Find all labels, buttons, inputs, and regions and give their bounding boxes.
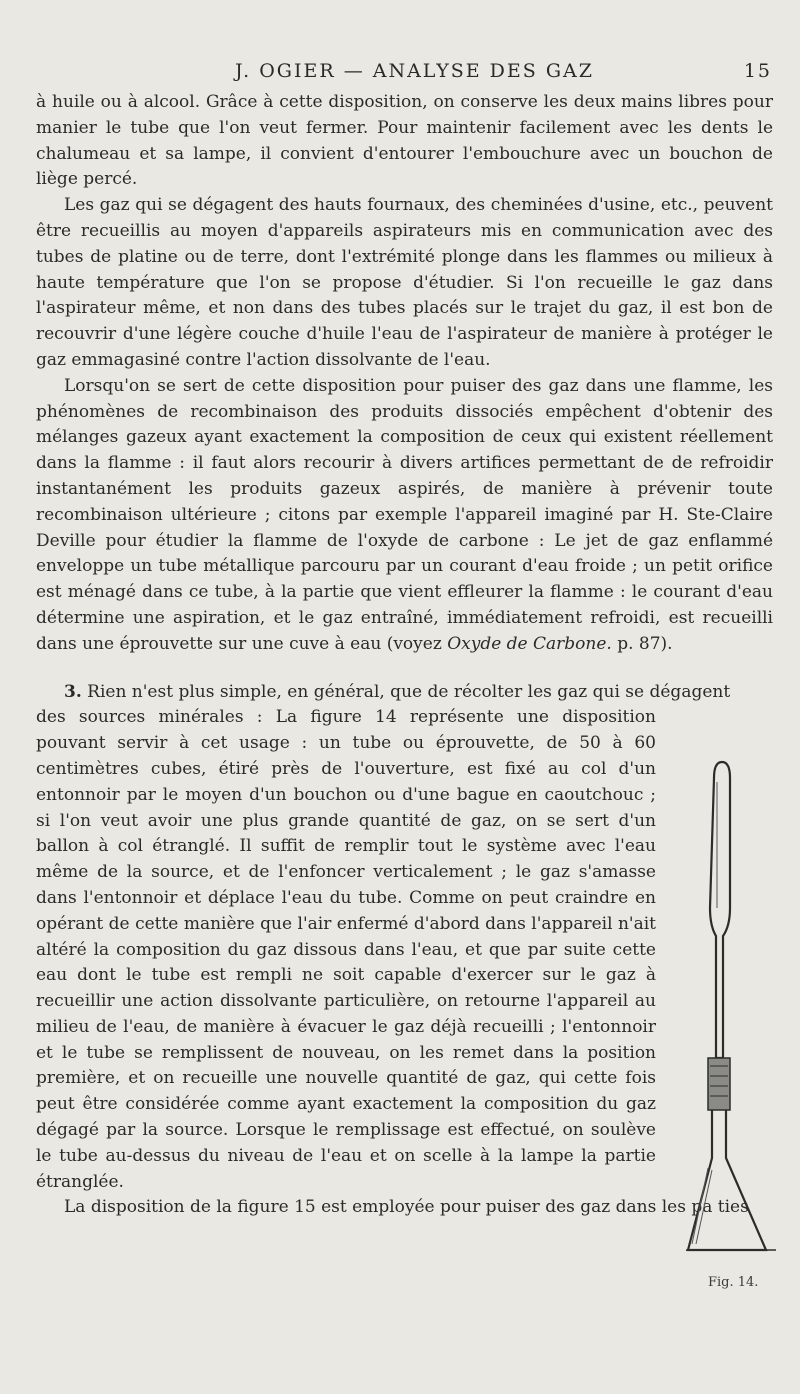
paragraph-4-first-line	[36, 680, 773, 706]
paragraph-5: La disposition de la figure 15 est employée pour puiser des gaz dans les pa ties	[64, 1197, 749, 1218]
paragraph-1: à huile ou à alcool. Grâce à cette disposition, on conserve les deux mains libres pour manier le tube que l'on veut fermer. Pour maintenir facilement avec les dents le chalumeau et sa lampe, il convient d'entourer l'embouchure avec un bouchon de liège percé.	[36, 92, 773, 190]
running-title: J. OGIER — ANALYSE DES GAZ	[235, 60, 594, 82]
paragraph-3-text: Lorsqu'on se sert de cette disposition pour puiser des gaz dans une flamme, les phénomènes de recombinaison des produits dissociés empêchent d'obtenir des mélanges gazeux ayant exactement la composition de ceux qui existent réellement dans la flamme : il faut alors recourir à divers artifices permettant de de refroidir instantanément les produits gazeux aspirés, de manière à prévenir toute recombinaison ultérieure ; citons par exemple l'appareil imaginé par H. Ste-Claire Deville pour étudier la flamme de l'oxyde de carbone : Le jet de gaz enflammé enveloppe un tube métallique parcouru par un courant d'eau froide ; un petit orifice est ménagé dans ce tube, à la partie que vient effleurer la flamme : le courant d'eau détermine une aspiration, et le gaz entraîné, immédiatement refroidi, est recueilli dans une éprouvette sur une cuve à eau (voyez	[36, 375, 773, 654]
section-number: 3.	[64, 681, 82, 702]
paragraph-4-first-text: Rien n'est plus simple, en général, que de récolter les gaz qui se dégagent	[81, 681, 731, 702]
running-head	[0, 60, 800, 88]
funnel-shading	[692, 1168, 712, 1244]
body-text	[36, 90, 773, 1221]
test-tube-outline	[710, 762, 730, 1058]
figure-14-illustration	[686, 758, 776, 1298]
gas-collection-apparatus-drawing	[686, 758, 776, 1273]
paragraph-2: Les gaz qui se dégagent des hauts fournaux, des cheminées d'usine, etc., peuvent être recueillis au moyen d'appareils aspirateurs mis en communication avec des tubes de platine ou de terre, dont l'extrémité plonge dans les flammes ou milieux à haute température que l'on se propose d'étudier. Si l'on recueille le gaz dans l'aspirateur même, et non dans des tubes placés sur le trajet du gaz, il est bon de recouvrir d'une légère couche d'huile l'eau de l'aspirateur de manière à protéger le gaz emmagasiné contre l'action dissolvante de l'eau.	[36, 195, 773, 370]
paragraph-3	[36, 374, 773, 658]
section-gap	[36, 658, 773, 680]
paragraph-3-reference: Oxyde de Carbone.	[447, 633, 612, 654]
page-number: 15	[743, 60, 772, 82]
figure-caption: Fig. 14.	[708, 1275, 759, 1290]
paragraph-4-body: des sources minérales : La figure 14 représente une disposition pouvant servir à cet usage : un tube ou éprouvette, de 50 à 60 centimètres cubes, étiré près de l'ouverture, est fixé au col d'un entonnoir par le moyen d'un bouchon ou d'une bague en caoutchouc ; si l'on veut avoir une plus grande quantité de gaz, on se sert d'un ballon à col étranglé. Il suffit de remplir tout le système avec l'eau même de la source, et de l'enfoncer verticalement ; le gaz s'amasse dans l'entonnoir et déplace l'eau du tube. Comme on peut craindre en opérant de cette manière que l'air enfermé d'abord dans l'appareil n'ait altéré la composition du gaz dissous dans l'eau, et que par suite cette eau dont le tube est rempli ne soit capable d'exercer sur le gaz à recueillir une action dissolvante particulière, on retourne l'appareil au milieu de l'eau, de manière à évacuer le gaz déjà recueilli ; l'entonnoir et le tube se remplissent de nouveau, on les remet dans la position première, et on recueille une nouvelle quantité de gaz, qui cette fois peut être considérée comme ayant exactement la composition du gaz dégagé par la source. Lorsque le remplissage est effectué, on soulève le tube au-dessus du niveau de l'eau et on scelle à la lampe la partie étranglée.	[36, 707, 656, 1192]
paragraph-3-tail: p. 87).	[611, 633, 673, 654]
